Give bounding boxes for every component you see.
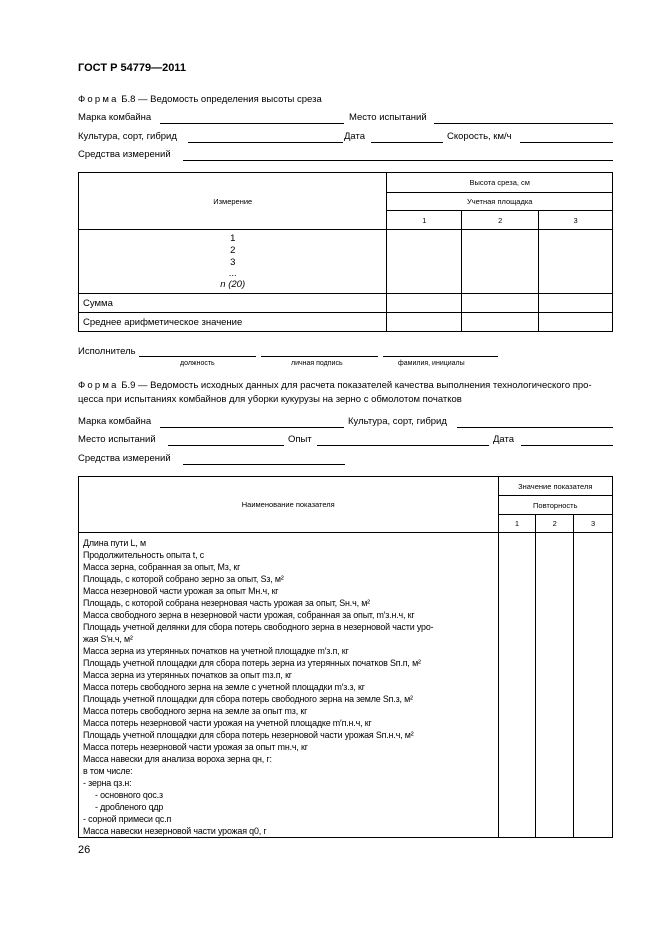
row-number: ... [228,268,237,279]
field-line-data[interactable] [371,142,443,143]
field-line-skorost[interactable] [520,142,613,143]
field-label-marka: Марка комбайна [78,416,152,427]
field-line-kultura[interactable] [188,142,343,143]
col-num-2: 2 [462,211,539,230]
form-b9-title-line2: цесса при испытаниях комбайнов для уборки кукурузы на зерно с обмолотом початков [78,394,462,405]
field-line-marka[interactable] [160,427,344,428]
row-number: 2 [230,245,236,256]
doc-code: ГОСТ Р 54779—2011 [78,62,186,74]
indicator-row: Масса потерь свободного зерна на земле за опыт mз, кг [83,706,308,716]
indicator-row: Масса потерь свободного зерна на земле с учетной площадки m′з.з, кг [83,682,365,692]
indicator-row: - дробленого qдр [95,802,164,812]
col-name-header: Наименование показателя [79,477,499,533]
indicator-row: Площадь учетной делянки для сбора потерь свободного зерна в незерновой части уро- [83,622,434,632]
caption-position: должность [180,360,215,367]
value-cell[interactable] [539,294,613,313]
indicator-row: жая S′н.ч, м² [83,634,133,644]
form-b8-title [78,94,322,105]
value-cell[interactable] [387,294,462,313]
performer-position-line[interactable] [139,356,256,357]
form-title-rest: Б.8 — Ведомость определения высоты среза [118,94,322,105]
field-label-sredstva: Средства измерений [78,149,171,160]
value-cell[interactable] [387,230,462,294]
indicator-row: Масса навески для анализа вороха зерна qн, г: [83,754,272,764]
performer-label: Исполнитель [78,346,136,357]
field-line-marka[interactable] [160,123,344,124]
value-cell[interactable] [574,533,613,838]
measure-numbers-cell [79,230,387,294]
col-num-1: 1 [387,211,462,230]
field-label-mesto: Место испытаний [349,112,427,123]
col-num-1: 1 [498,515,536,533]
value-cell[interactable] [539,313,613,332]
field-label-data: Дата [493,434,515,445]
indicator-row: Масса зерна, собранная за опыт, Mз, кг [83,562,241,572]
indicators-table [78,476,613,838]
indicator-row: - сорной примеси qс.п [83,814,172,824]
col-measure-header: Измерение [79,173,387,230]
field-label-skorost: Скорость, км/ч [447,131,512,142]
indicator-row: Масса навески незерновой части урожая q0, г [83,826,267,836]
field-line-sredstva[interactable] [183,464,345,465]
indicator-row: Масса потерь незерновой части урожая на учетной площадке m′п.н.ч, кг [83,718,372,728]
col-repeat-header: Повторность [498,496,612,515]
page-number: 26 [78,844,91,856]
value-cell[interactable] [387,313,462,332]
indicator-list-cell [79,533,499,838]
field-label-marka: Марка комбайна [78,112,152,123]
caption-name: фамилия, инициалы [398,360,465,367]
row-number: 1 [230,233,236,244]
indicator-row: Масса свободного зерна в незерновой части урожая, собранная за опыт, m′з.н.ч, кг [83,610,415,620]
row-number: n (20) [220,279,246,290]
mean-row-label: Среднее арифметическое значение [79,313,387,332]
field-label-kultura: Культура, сорт, гибрид [348,416,447,427]
value-cell[interactable] [498,533,536,838]
indicator-row: - основного qос.з [95,790,163,800]
field-line-mesto[interactable] [168,445,284,446]
sum-row-label: Сумма [79,294,387,313]
indicator-row: Площадь учетной площадки для сбора потерь незерновой части урожая Sп.н.ч, м² [83,730,414,740]
indicator-row: Масса потерь незерновой части урожая за опыт mн.ч, кг [83,742,308,752]
indicator-row: в том числе: [83,766,133,776]
value-cell[interactable] [462,294,539,313]
indicator-row: Площадь учетной площадки для сбора потерь свободного зерна на земле Sп.з, м² [83,694,413,704]
indicator-row: - зерна qз.н: [83,778,132,788]
indicator-row: Площадь учетной площадки для сбора потерь зерна из утерянных початков Sп.п, м² [83,658,421,668]
field-line-sredstva[interactable] [183,160,613,161]
field-line-opyt[interactable] [317,445,489,446]
field-label-sredstva: Средства измерений [78,453,171,464]
value-cell[interactable] [539,230,613,294]
field-label-opyt: Опыт [288,434,312,445]
row-number: 3 [230,257,236,268]
indicator-row: Масса незерновой части урожая за опыт Mн.ч, кг [83,586,279,596]
indicator-row: Масса зерна из утерянных початков на учетной площадке m′з.п, кг [83,646,349,656]
col-num-2: 2 [536,515,574,533]
form-title-rest: Б.9 — Ведомость исходных данных для расчета показателей качества выполнения технологического про- [118,380,592,391]
form-word: Форма [78,380,119,391]
indicator-row: Масса зерна из утерянных початков за опыт mз.п, кг [83,670,292,680]
value-cell[interactable] [462,313,539,332]
field-label-mesto: Место испытаний [78,434,156,445]
col-num-3: 3 [539,211,613,230]
col-plot-header: Учетная площадка [387,193,613,211]
indicator-row: Длина пути L, м [83,538,146,548]
field-line-mesto[interactable] [434,123,613,124]
indicator-row: Площадь, с которой собрана незерновая часть урожая за опыт, Sн.ч, м² [83,598,370,608]
value-cell[interactable] [536,533,574,838]
form-word: Форма [78,94,119,105]
field-label-data: Дата [344,131,366,142]
field-label-kultura: Культура, сорт, гибрид [78,131,177,142]
col-height-header: Высота среза, см [387,173,613,193]
indicator-row: Продолжительность опыта t, с [83,550,205,560]
value-cell[interactable] [462,230,539,294]
field-line-data[interactable] [521,445,613,446]
performer-signature-line[interactable] [261,356,378,357]
col-value-header: Значение показателя [498,477,612,496]
form-b9-title-line1 [78,380,592,391]
field-line-kultura[interactable] [457,427,613,428]
performer-name-line[interactable] [383,356,498,357]
indicator-row: Площадь, с которой собрано зерно за опыт, Sз, м² [83,574,284,584]
height-table [78,172,613,332]
col-num-3: 3 [574,515,613,533]
caption-signature: личная подпись [291,360,343,367]
